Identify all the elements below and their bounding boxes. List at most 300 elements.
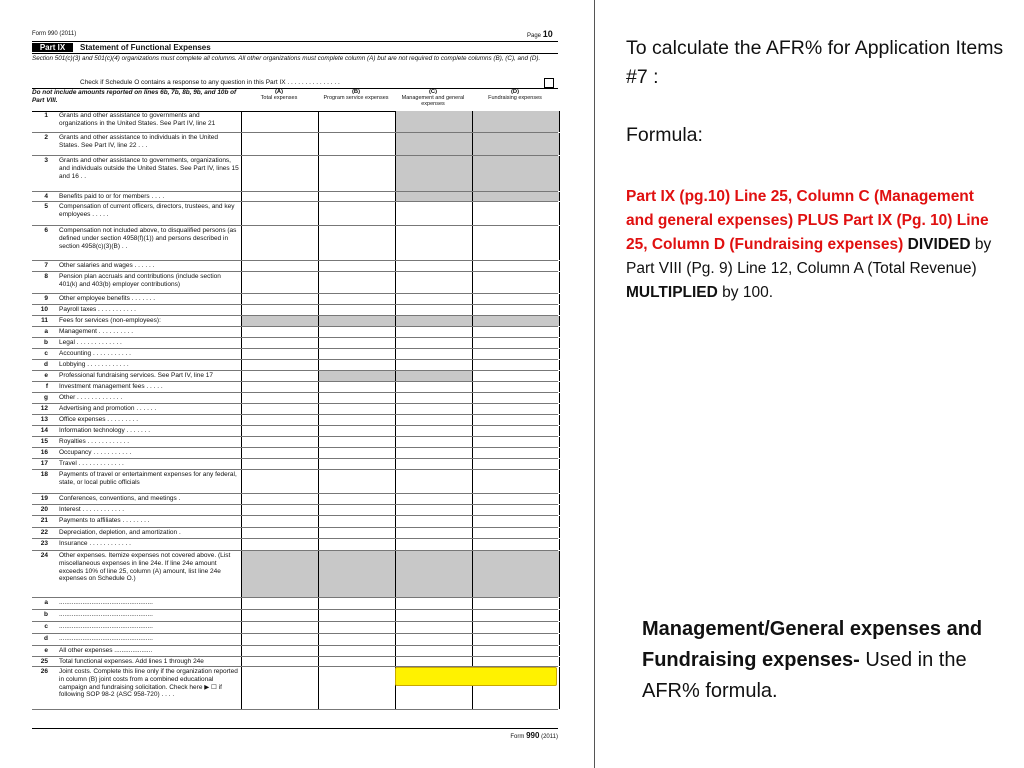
table-row [32, 516, 558, 528]
amount-cell[interactable] [395, 305, 473, 315]
table-row [32, 551, 558, 598]
amount-cell[interactable] [472, 338, 560, 348]
amount-cell[interactable] [241, 371, 319, 381]
amount-cell[interactable] [241, 349, 319, 359]
amount-cell[interactable] [241, 192, 319, 201]
amount-cell[interactable] [472, 634, 560, 645]
line-number: g [44, 394, 48, 401]
amount-cell[interactable] [318, 634, 396, 645]
line-label: .................................................... [59, 623, 153, 630]
amount-cell[interactable] [241, 133, 319, 155]
amount-cell[interactable] [472, 415, 560, 425]
table-row [32, 539, 558, 551]
amount-cell[interactable] [318, 494, 396, 504]
line-number: 18 [40, 471, 48, 478]
table-row [32, 272, 558, 294]
amount-cell[interactable] [395, 598, 473, 609]
amount-cell[interactable] [395, 516, 473, 527]
amount-cell [395, 156, 473, 191]
line-label: Interest . . . . . . . . . . . . [59, 506, 125, 513]
line-label: Occupancy . . . . . . . . . . . [59, 449, 132, 456]
amount-cell[interactable] [241, 634, 319, 645]
amount-cell[interactable] [241, 404, 319, 414]
schedule-o-check-text: Check if Schedule O contains a response to any question in this Part IX . . . . . . . . . . . . . . . [80, 79, 340, 86]
amount-cell[interactable] [318, 393, 396, 403]
amount-cell[interactable] [395, 448, 473, 458]
line-number: 8 [44, 273, 48, 280]
line-label: Information technology . . . . . . . [59, 427, 151, 434]
line-number: e [44, 647, 48, 654]
amount-cell[interactable] [395, 437, 473, 447]
form-footer [32, 728, 558, 740]
formula-label: Formula: [626, 124, 703, 146]
line-number: 14 [40, 427, 48, 434]
line-number: 15 [40, 438, 48, 445]
amount-cell[interactable] [395, 393, 473, 403]
page-number [527, 29, 553, 39]
note-block [642, 614, 987, 707]
footer-form-number: 990 [526, 731, 540, 740]
line-label: .................................................... [59, 599, 153, 606]
amount-cell[interactable] [395, 505, 473, 515]
amount-cell[interactable] [241, 338, 319, 348]
column-d-name: Fundraising expenses [488, 95, 542, 101]
amount-cell[interactable] [241, 539, 319, 550]
divided-rest: by Part VIII (Pg. 9) Line 12, Column A (Total Revenue) [626, 236, 992, 277]
amount-cell[interactable] [241, 415, 319, 425]
line-number: 11 [41, 317, 48, 324]
table-row [32, 360, 558, 371]
table-row [32, 192, 558, 202]
formula-text [626, 185, 996, 305]
column-d-letter: (D) [510, 89, 520, 95]
table-row [32, 327, 558, 338]
amount-cell[interactable] [472, 305, 560, 315]
amount-cell[interactable] [318, 404, 396, 414]
amount-cell[interactable] [241, 505, 319, 515]
amount-cell[interactable] [318, 294, 396, 304]
page-number-value: 10 [542, 29, 553, 39]
amount-cell[interactable] [472, 404, 560, 414]
amount-cell[interactable] [395, 646, 473, 656]
column-a-name: Total expenses [260, 95, 298, 101]
amount-cell[interactable] [318, 226, 396, 260]
line-label: Other . . . . . . . . . . . . . [59, 394, 123, 401]
line-number: e [44, 372, 48, 379]
amount-cell[interactable] [395, 327, 473, 337]
table-row [32, 437, 558, 448]
table-row [32, 156, 558, 192]
line-number: f [45, 383, 48, 390]
line-number: 26 [40, 668, 48, 675]
amount-cell[interactable] [472, 202, 560, 225]
line-label: Other salaries and wages . . . . . . [59, 262, 155, 269]
amount-cell[interactable] [318, 272, 396, 293]
amount-cell[interactable] [472, 528, 560, 538]
table-row [32, 338, 558, 349]
amount-cell [472, 551, 560, 597]
amount-cell[interactable] [318, 192, 396, 201]
line-label: Advertising and promotion . . . . . . [59, 405, 157, 412]
schedule-o-checkbox[interactable] [544, 78, 554, 88]
line-number: 1 [44, 112, 48, 119]
amount-cell[interactable] [318, 437, 396, 447]
column-c-header [395, 89, 471, 107]
amount-cell[interactable] [241, 516, 319, 527]
amount-cell[interactable] [395, 622, 473, 633]
table-row [32, 610, 558, 622]
amount-cell[interactable] [472, 516, 560, 527]
line-number: 12 [40, 405, 48, 412]
line-label: Lobbying . . . . . . . . . . . . [59, 361, 129, 368]
amount-cell[interactable] [472, 382, 560, 392]
line-number: 25 [40, 658, 48, 665]
amount-cell[interactable] [241, 426, 319, 436]
table-row [32, 261, 558, 272]
amount-cell[interactable] [472, 360, 560, 370]
amount-cell [472, 156, 560, 191]
amount-cell [395, 192, 473, 201]
line-label: Pension plan accruals and contributions (include section 401(k) and 403(b) employer contributions) [59, 273, 221, 288]
multiplied-word: MULTIPLIED [626, 284, 718, 301]
amount-cell [318, 316, 396, 326]
amount-cell[interactable] [318, 459, 396, 469]
line-number: b [44, 339, 48, 346]
line-label: Legal . . . . . . . . . . . . . [59, 339, 122, 346]
amount-cell[interactable] [241, 437, 319, 447]
line-label: Other expenses. Itemize expenses not covered above. (List miscellaneous expenses in line 24e. If line 24e amount exceeds 10% of line 25, column (A) amount, list line 24e expenses on Schedule O.) [59, 552, 231, 583]
amount-cell[interactable] [318, 610, 396, 621]
amount-cell[interactable] [318, 528, 396, 538]
line-label: Grants and other assistance to governments and organizations in the United States. See Part IV, line 21 [59, 112, 216, 127]
amount-cell[interactable] [472, 371, 560, 381]
amount-cell[interactable] [472, 349, 560, 359]
amount-cell[interactable] [241, 156, 319, 191]
line-number: 2 [44, 134, 48, 141]
line-number: 16 [40, 449, 48, 456]
line-label: Compensation of current officers, directors, trustees, and key employees . . . . . [59, 203, 235, 218]
amount-cell[interactable] [318, 505, 396, 515]
table-row [32, 382, 558, 393]
amount-cell[interactable] [472, 327, 560, 337]
amount-cell[interactable] [395, 657, 473, 666]
amount-cell[interactable] [241, 305, 319, 315]
line-label: Management . . . . . . . . . . [59, 328, 134, 335]
table-row [32, 133, 558, 156]
amount-cell[interactable] [395, 294, 473, 304]
amount-cell[interactable] [318, 415, 396, 425]
line-25-highlight [395, 667, 557, 686]
line-label: Travel . . . . . . . . . . . . . [59, 460, 124, 467]
amount-cell[interactable] [318, 360, 396, 370]
table-row [32, 404, 558, 415]
amount-cell[interactable] [472, 657, 560, 666]
amount-cell[interactable] [395, 349, 473, 359]
footer-form-word: Form [510, 734, 525, 740]
table-row [32, 494, 558, 505]
amount-cell[interactable] [318, 338, 396, 348]
line-number: 6 [44, 227, 48, 234]
amount-cell [472, 316, 560, 326]
amount-cell [241, 316, 319, 326]
part-title: Statement of Functional Expenses [80, 43, 211, 52]
line-label: Total functional expenses. Add lines 1 through 24e [59, 658, 204, 665]
part-label: Part IX [32, 43, 73, 52]
amount-cell[interactable] [318, 202, 396, 225]
line-label: Payroll taxes . . . . . . . . . . . [59, 306, 136, 313]
table-row [32, 657, 558, 667]
amount-cell[interactable] [241, 360, 319, 370]
amount-cell[interactable] [318, 470, 396, 493]
line-label: Accounting . . . . . . . . . . . [59, 350, 131, 357]
line-label: Fees for services (non-employees): [59, 317, 161, 324]
amount-cell[interactable] [395, 426, 473, 436]
table-row [32, 622, 558, 634]
table-row [32, 349, 558, 360]
amount-cell[interactable] [241, 202, 319, 225]
line-number: 10 [40, 306, 48, 313]
formula-red-text: Part IX (pg.10) Line 25, Column C (Management and general expenses) PLUS Part IX (Pg. 10) Line 25, Column D (Fundraising expenses) [626, 188, 989, 253]
amount-cell[interactable] [241, 393, 319, 403]
form-header-label: Form 990 (2011) [32, 31, 77, 37]
amount-cell [395, 111, 473, 132]
line-label: Insurance . . . . . . . . . . . . [59, 540, 131, 547]
amount-cell[interactable] [318, 261, 396, 271]
amount-cell[interactable] [472, 539, 560, 550]
column-c-letter: (C) [428, 89, 438, 95]
multiplied-rest: by 100. [717, 284, 773, 301]
amount-cell[interactable] [318, 133, 396, 155]
table-row [32, 528, 558, 539]
amount-cell[interactable] [395, 610, 473, 621]
amount-cell[interactable] [395, 528, 473, 538]
amount-cell[interactable] [241, 382, 319, 392]
amount-cell[interactable] [395, 634, 473, 645]
line-label: Other employee benefits . . . . . . . [59, 295, 156, 302]
line-number: 20 [40, 506, 48, 513]
line-number: 23 [40, 540, 48, 547]
line-number: 5 [44, 203, 48, 210]
amount-cell[interactable] [472, 437, 560, 447]
line-number: d [44, 361, 48, 368]
line-number: a [44, 328, 48, 335]
table-row [32, 448, 558, 459]
line-label: Grants and other assistance to individuals in the United States. See Part IV, line 22 . . . [59, 134, 218, 149]
line-label: Professional fundraising services. See Part IV, line 17 [59, 372, 214, 379]
amount-cell [395, 133, 473, 155]
line-number: c [44, 350, 48, 357]
footer-form-id [510, 731, 558, 740]
amount-cell [395, 316, 473, 326]
amount-cell[interactable] [241, 294, 319, 304]
column-b-letter: (B) [351, 89, 361, 95]
amount-cell[interactable] [395, 261, 473, 271]
amount-cell[interactable] [241, 598, 319, 609]
table-row [32, 305, 558, 316]
amount-cell[interactable] [318, 327, 396, 337]
table-row [32, 415, 558, 426]
column-a-letter: (A) [274, 89, 284, 95]
amount-cell[interactable] [318, 349, 396, 359]
amount-cell[interactable] [241, 646, 319, 656]
amount-cell[interactable] [472, 622, 560, 633]
amount-cell[interactable] [395, 360, 473, 370]
amount-cell[interactable] [395, 272, 473, 293]
line-label: Payments of travel or entertainment expenses for any federal, state, or local public officials [59, 471, 237, 486]
amount-cell[interactable] [241, 494, 319, 504]
amount-cell[interactable] [472, 448, 560, 458]
amount-cell[interactable] [472, 505, 560, 515]
amount-cell [472, 133, 560, 155]
table-row [32, 111, 558, 133]
amount-cell[interactable] [241, 459, 319, 469]
amount-cell[interactable] [472, 426, 560, 436]
amount-cell [395, 551, 473, 597]
column-d-header [472, 89, 558, 101]
amount-cell [472, 111, 560, 132]
amount-cell[interactable] [241, 610, 319, 621]
line-number: a [44, 599, 48, 606]
amount-cell[interactable] [241, 667, 319, 709]
amount-cell[interactable] [472, 494, 560, 504]
line-label: Conferences, conventions, and meetings . [59, 495, 181, 502]
amount-cell [318, 551, 396, 597]
amount-cell[interactable] [318, 657, 396, 666]
amount-cell[interactable] [395, 202, 473, 225]
amount-cell[interactable] [395, 338, 473, 348]
amount-cell[interactable] [472, 598, 560, 609]
amount-cell[interactable] [395, 226, 473, 260]
line-number: 22 [40, 529, 48, 536]
footer-form-year: (2011) [541, 734, 558, 740]
line-number: 21 [40, 517, 48, 524]
line-label: Payments to affiliates . . . . . . . . [59, 517, 150, 524]
amount-cell[interactable] [472, 393, 560, 403]
part-instructions: Section 501(c)(3) and 501(c)(4) organizations must complete all columns. All other organizations must complete column (A) but are not required to complete columns (B), (C), and (D). [32, 55, 541, 62]
table-row [32, 646, 558, 657]
table-row [32, 202, 558, 226]
line-label: Joint costs. Complete this line only if the organization reported in column (B) joint costs from a combined educational campaign and fundraising solicitation. Check here ▶ ☐ if following SOP 98-2 (ASC 958-720) . . . . [59, 668, 238, 699]
amount-cell[interactable] [318, 539, 396, 550]
table-row [32, 426, 558, 437]
amount-cell[interactable] [241, 448, 319, 458]
amount-cell[interactable] [472, 470, 560, 493]
amount-cell[interactable] [318, 598, 396, 609]
amount-cell [472, 192, 560, 201]
amount-cell[interactable] [241, 226, 319, 260]
amount-cell[interactable] [472, 646, 560, 656]
divided-word: DIVIDED [907, 236, 971, 253]
page-label: Page [527, 33, 542, 39]
line-label: .................................................... [59, 611, 153, 618]
amount-cell[interactable] [472, 610, 560, 621]
amount-cell[interactable] [472, 272, 560, 293]
amount-cell[interactable] [318, 516, 396, 527]
amount-cell[interactable] [241, 327, 319, 337]
amount-cell[interactable] [241, 622, 319, 633]
table-row [32, 470, 558, 494]
note-bold: Management/General expenses and Fundraising expenses- [642, 618, 983, 671]
column-headers [32, 88, 558, 112]
amount-cell[interactable] [241, 261, 319, 271]
line-label: Investment management fees . . . . . [59, 383, 163, 390]
table-row [32, 393, 558, 404]
amount-cell[interactable] [395, 404, 473, 414]
line-label: Benefits paid to or for members . . . . [59, 193, 165, 200]
amount-cell[interactable] [395, 494, 473, 504]
table-row [32, 371, 558, 382]
amount-cell[interactable] [395, 382, 473, 392]
amount-cell [395, 371, 473, 381]
amount-cell[interactable] [472, 226, 560, 260]
amount-cell[interactable] [241, 272, 319, 293]
amount-cell[interactable] [318, 622, 396, 633]
line-number: 13 [40, 416, 48, 423]
amount-cell[interactable] [318, 156, 396, 191]
intro-text: To calculate the AFR% for Application Items #7 : [626, 37, 1004, 88]
table-row [32, 294, 558, 305]
amount-cell[interactable] [318, 448, 396, 458]
amount-cell[interactable] [241, 657, 319, 666]
line-number: 19 [40, 495, 48, 502]
line-label: Grants and other assistance to governments, organizations, and individuals outside the United States. See Part IV, lines 15 and 16 . . [59, 157, 239, 180]
intro-block [626, 34, 1006, 150]
amount-cell[interactable] [472, 294, 560, 304]
amount-cell[interactable] [395, 470, 473, 493]
line-number: 9 [44, 295, 48, 302]
table-row [32, 316, 558, 327]
column-b-name: Program service expenses [323, 95, 389, 101]
table-row [32, 459, 558, 470]
column-b-header [318, 89, 394, 101]
amount-cell[interactable] [395, 539, 473, 550]
line-number: b [44, 611, 48, 618]
amount-cell[interactable] [318, 305, 396, 315]
amount-cell[interactable] [241, 111, 319, 132]
amount-cell[interactable] [318, 667, 396, 709]
column-c-name: Management and general expenses [401, 95, 465, 107]
amount-cell[interactable] [241, 528, 319, 538]
line-number: 3 [44, 157, 48, 164]
amount-cell[interactable] [318, 426, 396, 436]
part-header [32, 41, 558, 54]
amount-cell[interactable] [318, 382, 396, 392]
note-rest: Used in the AFR% formula. [642, 649, 967, 702]
line-number: d [44, 635, 48, 642]
column-lead-instructions: Do not include amounts reported on lines 6b, 7b, 8b, 9b, and 10b of Part VIII. [32, 89, 237, 104]
table-row [32, 598, 558, 610]
line-label: Compensation not included above, to disqualified persons (as defined under section 4958(f)(1)) and persons described in section 4958(c)(3)(B) . . [59, 227, 237, 250]
amount-cell [318, 371, 396, 381]
table-row [32, 226, 558, 261]
table-row [32, 505, 558, 516]
amount-cell[interactable] [318, 111, 396, 132]
amount-cell[interactable] [395, 415, 473, 425]
line-number: 24 [40, 552, 48, 559]
amount-cell[interactable] [318, 646, 396, 656]
line-label: .................................................... [59, 635, 153, 642]
amount-cell[interactable] [395, 459, 473, 469]
line-number: c [44, 623, 48, 630]
column-a-header [241, 89, 317, 101]
line-number: 4 [44, 193, 48, 200]
amount-cell[interactable] [472, 261, 560, 271]
table-row [32, 634, 558, 646]
amount-cell[interactable] [472, 459, 560, 469]
amount-cell[interactable] [241, 470, 319, 493]
amount-cell [241, 551, 319, 597]
line-number: 17 [40, 460, 48, 467]
